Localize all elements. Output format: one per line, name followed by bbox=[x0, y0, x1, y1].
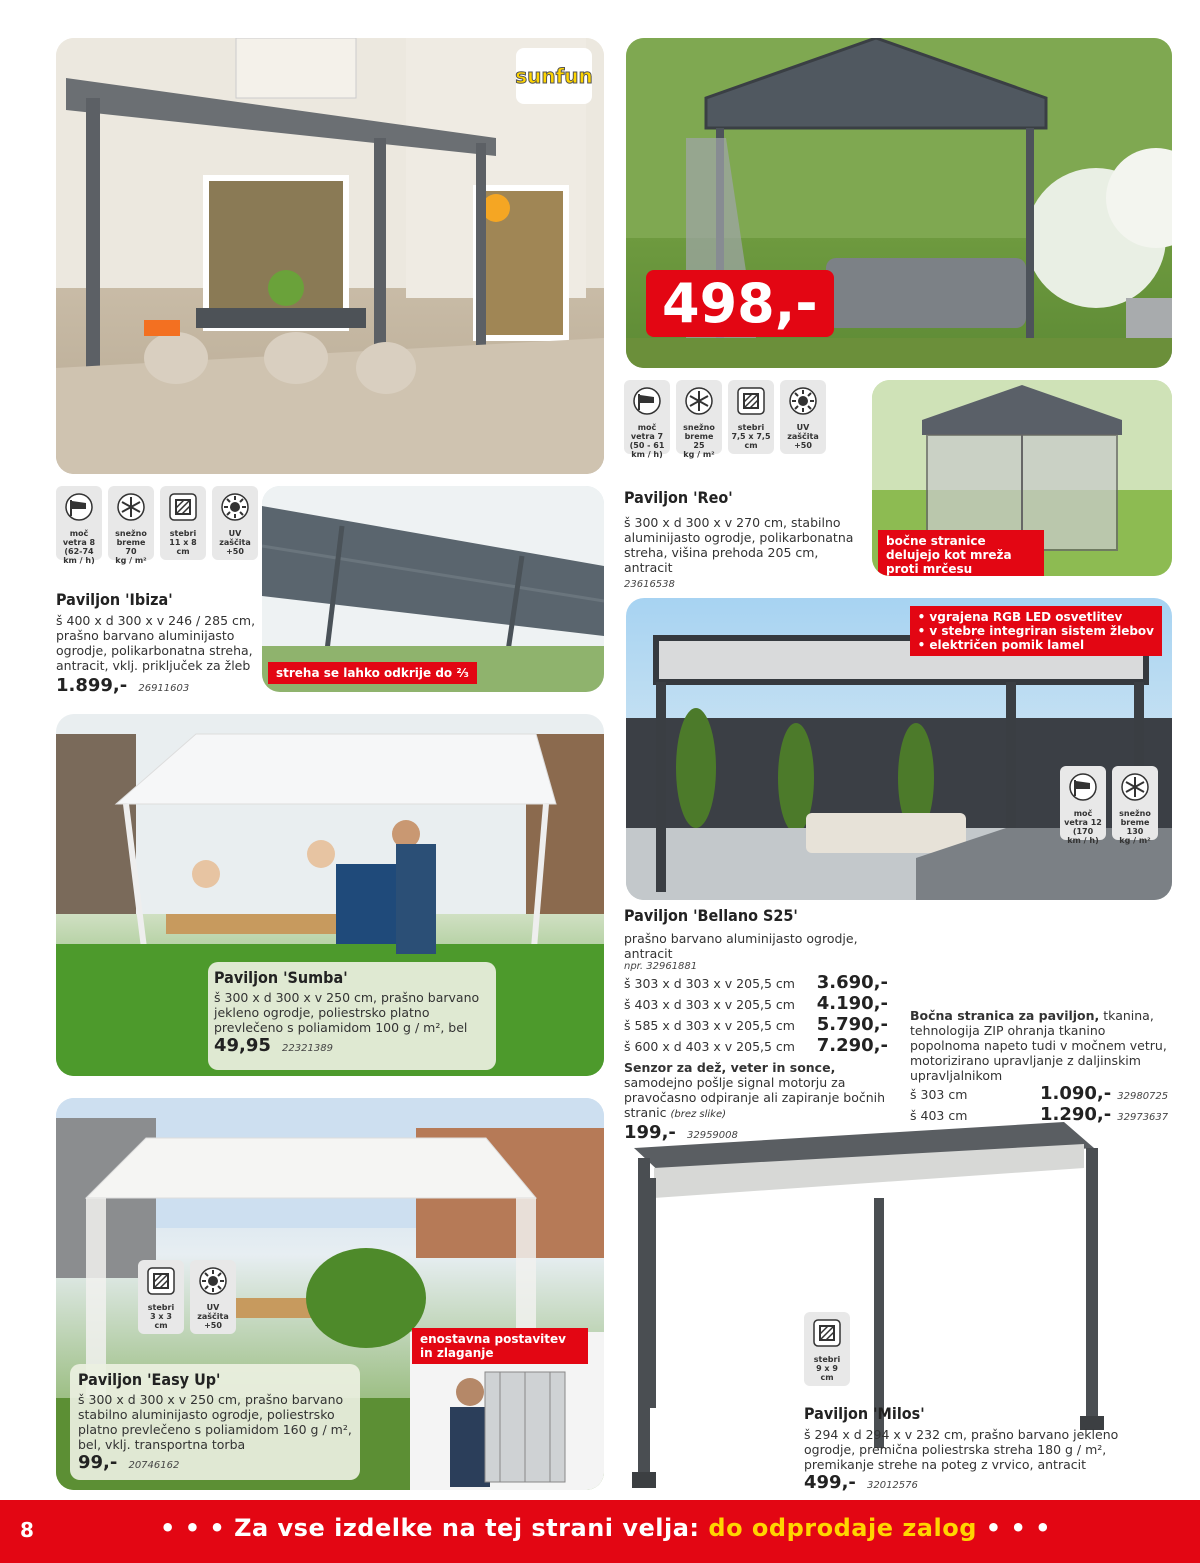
ibiza-code: 26911603 bbox=[138, 683, 190, 694]
sensor-note: (brez slike) bbox=[670, 1109, 727, 1120]
sensor-title: Senzor za dež, veter in sonce, bbox=[624, 1060, 836, 1075]
snow-icon bbox=[1120, 772, 1150, 806]
side-size-code: 32973637 bbox=[1117, 1112, 1169, 1123]
spec-badge bbox=[190, 1260, 236, 1334]
sun-icon bbox=[220, 492, 250, 526]
spec-badge bbox=[56, 486, 102, 565]
spec-label: stebri 3 x 3 cm bbox=[147, 1303, 175, 1330]
feature-2: • v stebre integriran sistem žlebov bbox=[917, 624, 1154, 638]
spec-label: stebri 7,5 x 7,5 cm bbox=[731, 423, 771, 450]
easyup-tag: enostavna postavitev in zlaganje bbox=[412, 1328, 588, 1364]
sumba-photo bbox=[56, 714, 604, 1076]
reo-price-badge: 498,- bbox=[646, 270, 834, 337]
milos-description: š 294 x d 294 x v 232 cm, prašno barvano jekleno ogrodje, premična poliestrska streha 180 g / m², premikanje strehe na poteg z vrvico, antracit bbox=[804, 1427, 1119, 1472]
spec-label: UV zaščita +50 bbox=[219, 529, 251, 556]
side-size-label: š 303 cm bbox=[910, 1087, 968, 1102]
feature-3: • električen pomik lamel bbox=[917, 638, 1085, 652]
sunfun-logo bbox=[516, 48, 592, 104]
bellano-title: Paviljon 'Bellano S25' bbox=[624, 906, 798, 925]
side-panel-text: tkanina, tehnologija ZIP ohranja tkanino popolnoma napeto tudi v močnem vetru, motorizirano upravljanje z daljinskim upravljalnikom bbox=[910, 1008, 1167, 1083]
spec-label: snežno breme 25 kg / m² bbox=[683, 423, 715, 459]
sumba-description: š 300 x d 300 x v 250 cm, prašno barvano jekleno ogrodje, poliestrsko platno prevlečeno s poliamidom 100 g / m², bel bbox=[214, 990, 480, 1035]
milos-title: Paviljon 'Milos' bbox=[804, 1404, 925, 1423]
sensor-price: 199,- bbox=[624, 1122, 676, 1143]
side-size-label: š 403 cm bbox=[910, 1108, 968, 1123]
footer-text bbox=[160, 1514, 1051, 1542]
footer-highlight: do odprodaje zalog bbox=[708, 1514, 977, 1542]
ibiza-icons bbox=[56, 486, 258, 565]
reo-photo bbox=[626, 38, 1172, 368]
reo-code: 23616538 bbox=[624, 579, 675, 590]
spec-label: UV zaščita +50 bbox=[787, 423, 819, 450]
size-price: 7.290,- bbox=[816, 1035, 888, 1056]
spec-label: snežno breme 130 kg / m² bbox=[1119, 809, 1151, 845]
sumba-price: 49,95 bbox=[214, 1035, 271, 1056]
sensor-info bbox=[624, 1060, 888, 1122]
spec-label: moč vetra 7 (50 - 61 km / h) bbox=[629, 423, 665, 459]
size-row bbox=[624, 972, 888, 993]
bellano-size-list bbox=[624, 972, 888, 1056]
spec-badge bbox=[676, 380, 722, 459]
footer-prefix: • • • Za vse izdelke na tej strani velja: bbox=[160, 1514, 700, 1542]
sun-icon bbox=[788, 386, 818, 420]
post-icon bbox=[146, 1266, 176, 1300]
side-panel-title: Bočna stranica za paviljon, bbox=[910, 1008, 1100, 1023]
spec-badge bbox=[780, 380, 826, 454]
spec-label: snežno breme 70 kg / m² bbox=[115, 529, 147, 565]
milos-price: 499,- bbox=[804, 1472, 856, 1493]
spec-badge bbox=[1060, 766, 1106, 845]
side-panel-info bbox=[910, 1008, 1172, 1125]
spec-badge bbox=[1112, 766, 1158, 845]
ibiza-roof-tag: streha se lahko odkrije do ⅔ bbox=[268, 662, 477, 684]
post-icon bbox=[812, 1318, 842, 1352]
side-size-code: 32980725 bbox=[1117, 1091, 1169, 1102]
spec-label: moč vetra 8 (62-74 km / h) bbox=[62, 529, 96, 565]
milos-icons bbox=[804, 1312, 850, 1386]
sumba-title: Paviljon 'Sumba' bbox=[214, 968, 348, 987]
ibiza-price: 1.899,- bbox=[56, 675, 128, 696]
side-size-price: 1.090,- bbox=[1040, 1083, 1112, 1104]
size-price: 5.790,- bbox=[816, 1014, 888, 1035]
wind-icon bbox=[632, 386, 662, 420]
milos-code: 32012576 bbox=[866, 1480, 918, 1491]
size-row bbox=[624, 1014, 888, 1035]
reo-side-photo bbox=[872, 380, 1172, 576]
side-size-price: 1.290,- bbox=[1040, 1104, 1112, 1125]
spec-label: UV zaščita +50 bbox=[197, 1303, 229, 1330]
size-row bbox=[624, 1035, 888, 1056]
snow-icon bbox=[116, 492, 146, 526]
bellano-photo bbox=[626, 598, 1172, 900]
easyup-description: š 300 x d 300 x v 250 cm, prašno barvano stabilno aluminijasto ogrodje, poliestrsko platno prevlečeno s poliamidom 160 g / m², bel, vklj. transportna torba bbox=[78, 1392, 352, 1452]
ibiza-description: š 400 x d 300 x v 246 / 285 cm, prašno barvano aluminijasto ogrodje, polikarbonatna streha, antracit, vklj. priključek za žleb bbox=[56, 613, 256, 673]
easyup-title: Paviljon 'Easy Up' bbox=[78, 1370, 221, 1389]
wind-icon bbox=[1068, 772, 1098, 806]
size-price: 4.190,- bbox=[816, 993, 888, 1014]
ibiza-info bbox=[56, 590, 256, 696]
milos-info bbox=[804, 1404, 1144, 1493]
easyup-icons bbox=[138, 1260, 236, 1334]
reo-net-tag: bočne stranice delujejo kot mreža proti mrčesu bbox=[878, 530, 1044, 576]
sumba-code: 22321389 bbox=[282, 1043, 333, 1054]
spec-label: moč vetra 12 (170 km / h) bbox=[1064, 809, 1102, 845]
size-label: š 303 x d 303 x v 205,5 cm bbox=[624, 976, 795, 991]
side-panel-description bbox=[910, 1008, 1172, 1083]
spec-badge bbox=[804, 1312, 850, 1386]
size-row bbox=[624, 993, 888, 1014]
bellano-info bbox=[624, 906, 888, 1143]
bellano-icons bbox=[1060, 766, 1158, 845]
size-label: š 600 x d 403 x v 205,5 cm bbox=[624, 1039, 795, 1054]
spec-badge bbox=[108, 486, 154, 565]
sensor-code: 32959008 bbox=[686, 1130, 738, 1141]
sun-icon bbox=[198, 1266, 228, 1300]
sumba-info-box bbox=[208, 962, 496, 1070]
spec-badge bbox=[728, 380, 774, 454]
bellano-description: prašno barvano aluminijasto ogrodje, antracit bbox=[624, 931, 858, 961]
spec-badge bbox=[138, 1260, 184, 1334]
spec-badge bbox=[160, 486, 206, 560]
post-icon bbox=[736, 386, 766, 420]
sensor-description: samodejno pošlje signal motorju za pravočasno odpiranje ali zapiranje bočnih stranic bbox=[624, 1075, 886, 1120]
easyup-code: 20746162 bbox=[128, 1460, 180, 1471]
spec-badge bbox=[212, 486, 258, 560]
bellano-features bbox=[910, 606, 1162, 656]
footer-suffix: • • • bbox=[985, 1514, 1051, 1542]
size-price: 3.690,- bbox=[816, 972, 888, 993]
reo-info bbox=[624, 488, 864, 590]
easyup-info-box bbox=[70, 1364, 360, 1480]
post-icon bbox=[168, 492, 198, 526]
snow-icon bbox=[684, 386, 714, 420]
feature-1: • vgrajena RGB LED osvetlitev bbox=[917, 610, 1123, 624]
footer-bar bbox=[0, 1500, 1200, 1563]
size-label: š 403 x d 303 x v 205,5 cm bbox=[624, 997, 795, 1012]
ibiza-title: Paviljon 'Ibiza' bbox=[56, 590, 173, 609]
spec-badge bbox=[624, 380, 670, 459]
spec-label: stebri 11 x 8 cm bbox=[169, 529, 197, 556]
ibiza-roof-photo bbox=[262, 486, 604, 692]
side-size-row bbox=[910, 1083, 1172, 1104]
spec-label: stebri 9 x 9 cm bbox=[813, 1355, 841, 1382]
page-number: 8 bbox=[20, 1518, 34, 1542]
easyup-price: 99,- bbox=[78, 1452, 118, 1473]
reo-description: š 300 x d 300 x v 270 cm, stabilno aluminijasto ogrodje, polikarbonatna streha, višina prehoda 205 cm, antracit bbox=[624, 515, 854, 575]
bellano-npr: npr. 32961881 bbox=[624, 961, 698, 972]
ibiza-photo bbox=[56, 38, 604, 474]
size-label: š 585 x d 303 x v 205,5 cm bbox=[624, 1018, 795, 1033]
reo-title: Paviljon 'Reo' bbox=[624, 488, 733, 507]
easyup-photo bbox=[56, 1098, 604, 1490]
wind-icon bbox=[64, 492, 94, 526]
reo-icons bbox=[624, 380, 826, 459]
brand-name: sunfun bbox=[515, 64, 593, 88]
